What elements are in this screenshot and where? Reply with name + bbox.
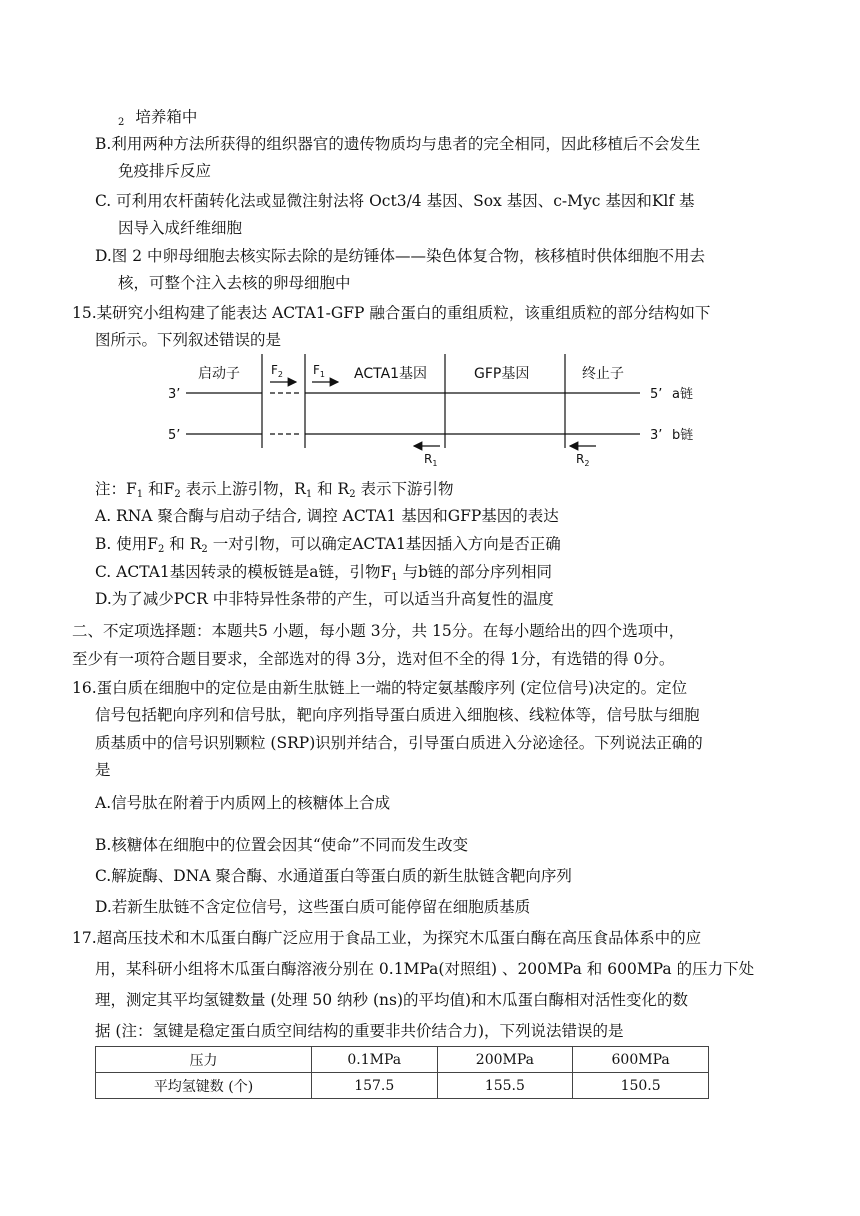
q16-option-a: A.信号肽在附着于内质网上的核糖体上合成	[95, 794, 391, 812]
q15-option-b: B. 使用$F_2$ 和 $R_2$ 一对引物，可以确定ACTA1基因插入方向是否正确	[95, 535, 561, 555]
table-header-row	[96, 1047, 709, 1073]
q16-option-c: C.解旋酶、DNA 聚合酶、水通道蛋白等蛋白质的新生肽链含靶向序列	[95, 867, 572, 885]
a-chain-label: a链	[672, 387, 693, 402]
q16-option-d: D.若新生肽链不含定位信号，这些蛋白质可能停留在细胞质基质	[95, 898, 531, 916]
terminator-label: 终止子	[582, 366, 624, 382]
b-chain-left-end: 5’	[168, 428, 181, 443]
table-row	[96, 1073, 709, 1099]
table-header-cell: 200MPa	[437, 1047, 573, 1073]
q15-note: 注：$F_1$ 和$F_2$ 表示上游引物，$R_1$ 和 $R_2$ 表示下游引物	[95, 480, 454, 500]
r1-label: $R_1$	[424, 452, 438, 468]
table-cell: 平均氢键数 (个)	[96, 1073, 312, 1099]
table-cell: 155.5	[437, 1073, 573, 1099]
plasmid-diagram	[0, 352, 860, 472]
f1-label: $F_1$	[313, 363, 325, 379]
q14-option-d: D.图 2 中卵母细胞去核实际去除的是纺锤体——染色体复合物，核移植时供体细胞不用去	[95, 247, 706, 265]
q16-stem: 16.蛋白质在细胞中的定位是由新生肽链上一端的特定氨基酸序列 (定位信号)决定的。定位	[72, 679, 688, 697]
b-chain-label: b链	[672, 428, 694, 443]
section-2-heading-cont: 至少有一项符合题目要求，全部选对的得 3分，选对但不全的得 1分，有选错的得 0分。	[72, 650, 675, 668]
b-chain-right-end: 3’	[650, 428, 663, 443]
q15-stem: 15.某研究小组构建了能表达 ACTA1-GFP 融合蛋白的重组质粒，该重组质粒的部分结构如下	[72, 304, 711, 322]
pressure-hydrogen-bond-table	[95, 1046, 709, 1099]
subscript: 2	[118, 117, 125, 128]
q15-option-d: D.为了减少PCR 中非特异性条带的产生，可以适当升高复性的温度	[95, 590, 554, 608]
table-header-cell: 0.1MPa	[312, 1047, 438, 1073]
q14-option-b: B.利用两种方法所获得的组织器官的遗传物质均与患者的完全相同，因此移植后不会发生	[95, 135, 701, 153]
q14-option-b-cont: 免疫排斥反应	[118, 162, 212, 180]
table-header-cell: 压力	[96, 1047, 312, 1073]
q17-stem-cont: 据 (注：氢键是稳定蛋白质空间结构的重要非共价结合力)，下列说法错误的是	[95, 1022, 624, 1040]
acta1-gene-label: ACTA1基因	[354, 366, 428, 382]
section-2-heading: 二、不定项选择题：本题共5 小题，每小题 3分，共 15分。在每小题给出的四个选项中，	[72, 622, 685, 640]
promoter-label: 启动子	[198, 366, 240, 382]
q16-stem-cont: 信号包括靶向序列和信号肽，靶向序列指导蛋白质进入细胞核、线粒体等，信号肽与细胞	[95, 706, 700, 724]
a-chain-right-end: 5’	[650, 387, 663, 402]
table-cell: 157.5	[312, 1073, 438, 1099]
text: 培养箱中	[135, 108, 198, 126]
q17-stem: 17.超高压技术和木瓜蛋白酶广泛应用于食品工业，为探究木瓜蛋白酶在高压食品体系中的应	[72, 929, 702, 947]
q16-stem-cont: 是	[95, 761, 111, 779]
table-cell: 150.5	[573, 1073, 709, 1099]
q14-option-c-cont: 因导入成纤维细胞	[118, 219, 243, 237]
a-chain-left-end: 3’	[168, 387, 181, 402]
table-header-cell: 600MPa	[573, 1047, 709, 1073]
gfp-gene-label: GFP基因	[474, 366, 530, 382]
q15-option-c: C. ACTA1基因转录的模板链是a链，引物$F_1$ 与b链的部分序列相同	[95, 563, 552, 583]
q16-option-b: B.核糖体在细胞中的位置会因其“使命”不同而发生改变	[95, 836, 469, 854]
q16-stem-cont: 质基质中的信号识别颗粒 (SRP)识别并结合，引导蛋白质进入分泌途径。下列说法正确的	[95, 734, 703, 752]
f2-label: $F_2$	[271, 363, 283, 379]
r2-label: $R_2$	[576, 452, 590, 468]
q17-stem-cont: 用，某科研小组将木瓜蛋白酶溶液分别在 0.1MPa(对照组) 、200MPa 和 600MPa 的压力下处	[95, 960, 755, 978]
q17-stem-cont: 理，测定其平均氢键数量 (处理 50 纳秒 (ns)的平均值)和木瓜蛋白酶相对活性变化的数	[95, 991, 689, 1009]
q15-option-a: A. RNA 聚合酶与启动子结合, 调控 ACTA1 基因和GFP基因的表达	[95, 507, 559, 525]
q15-stem-cont: 图所示。下列叙述错误的是	[95, 331, 282, 349]
q14-line-1	[118, 110, 197, 128]
q14-option-d-cont: 核，可整个注入去核的卵母细胞中	[118, 274, 351, 292]
q14-option-c: C. 可利用农杆菌转化法或显微注射法将 Oct3/4 基因、Sox 基因、c-Myc 基因和Klf 基	[95, 192, 695, 210]
